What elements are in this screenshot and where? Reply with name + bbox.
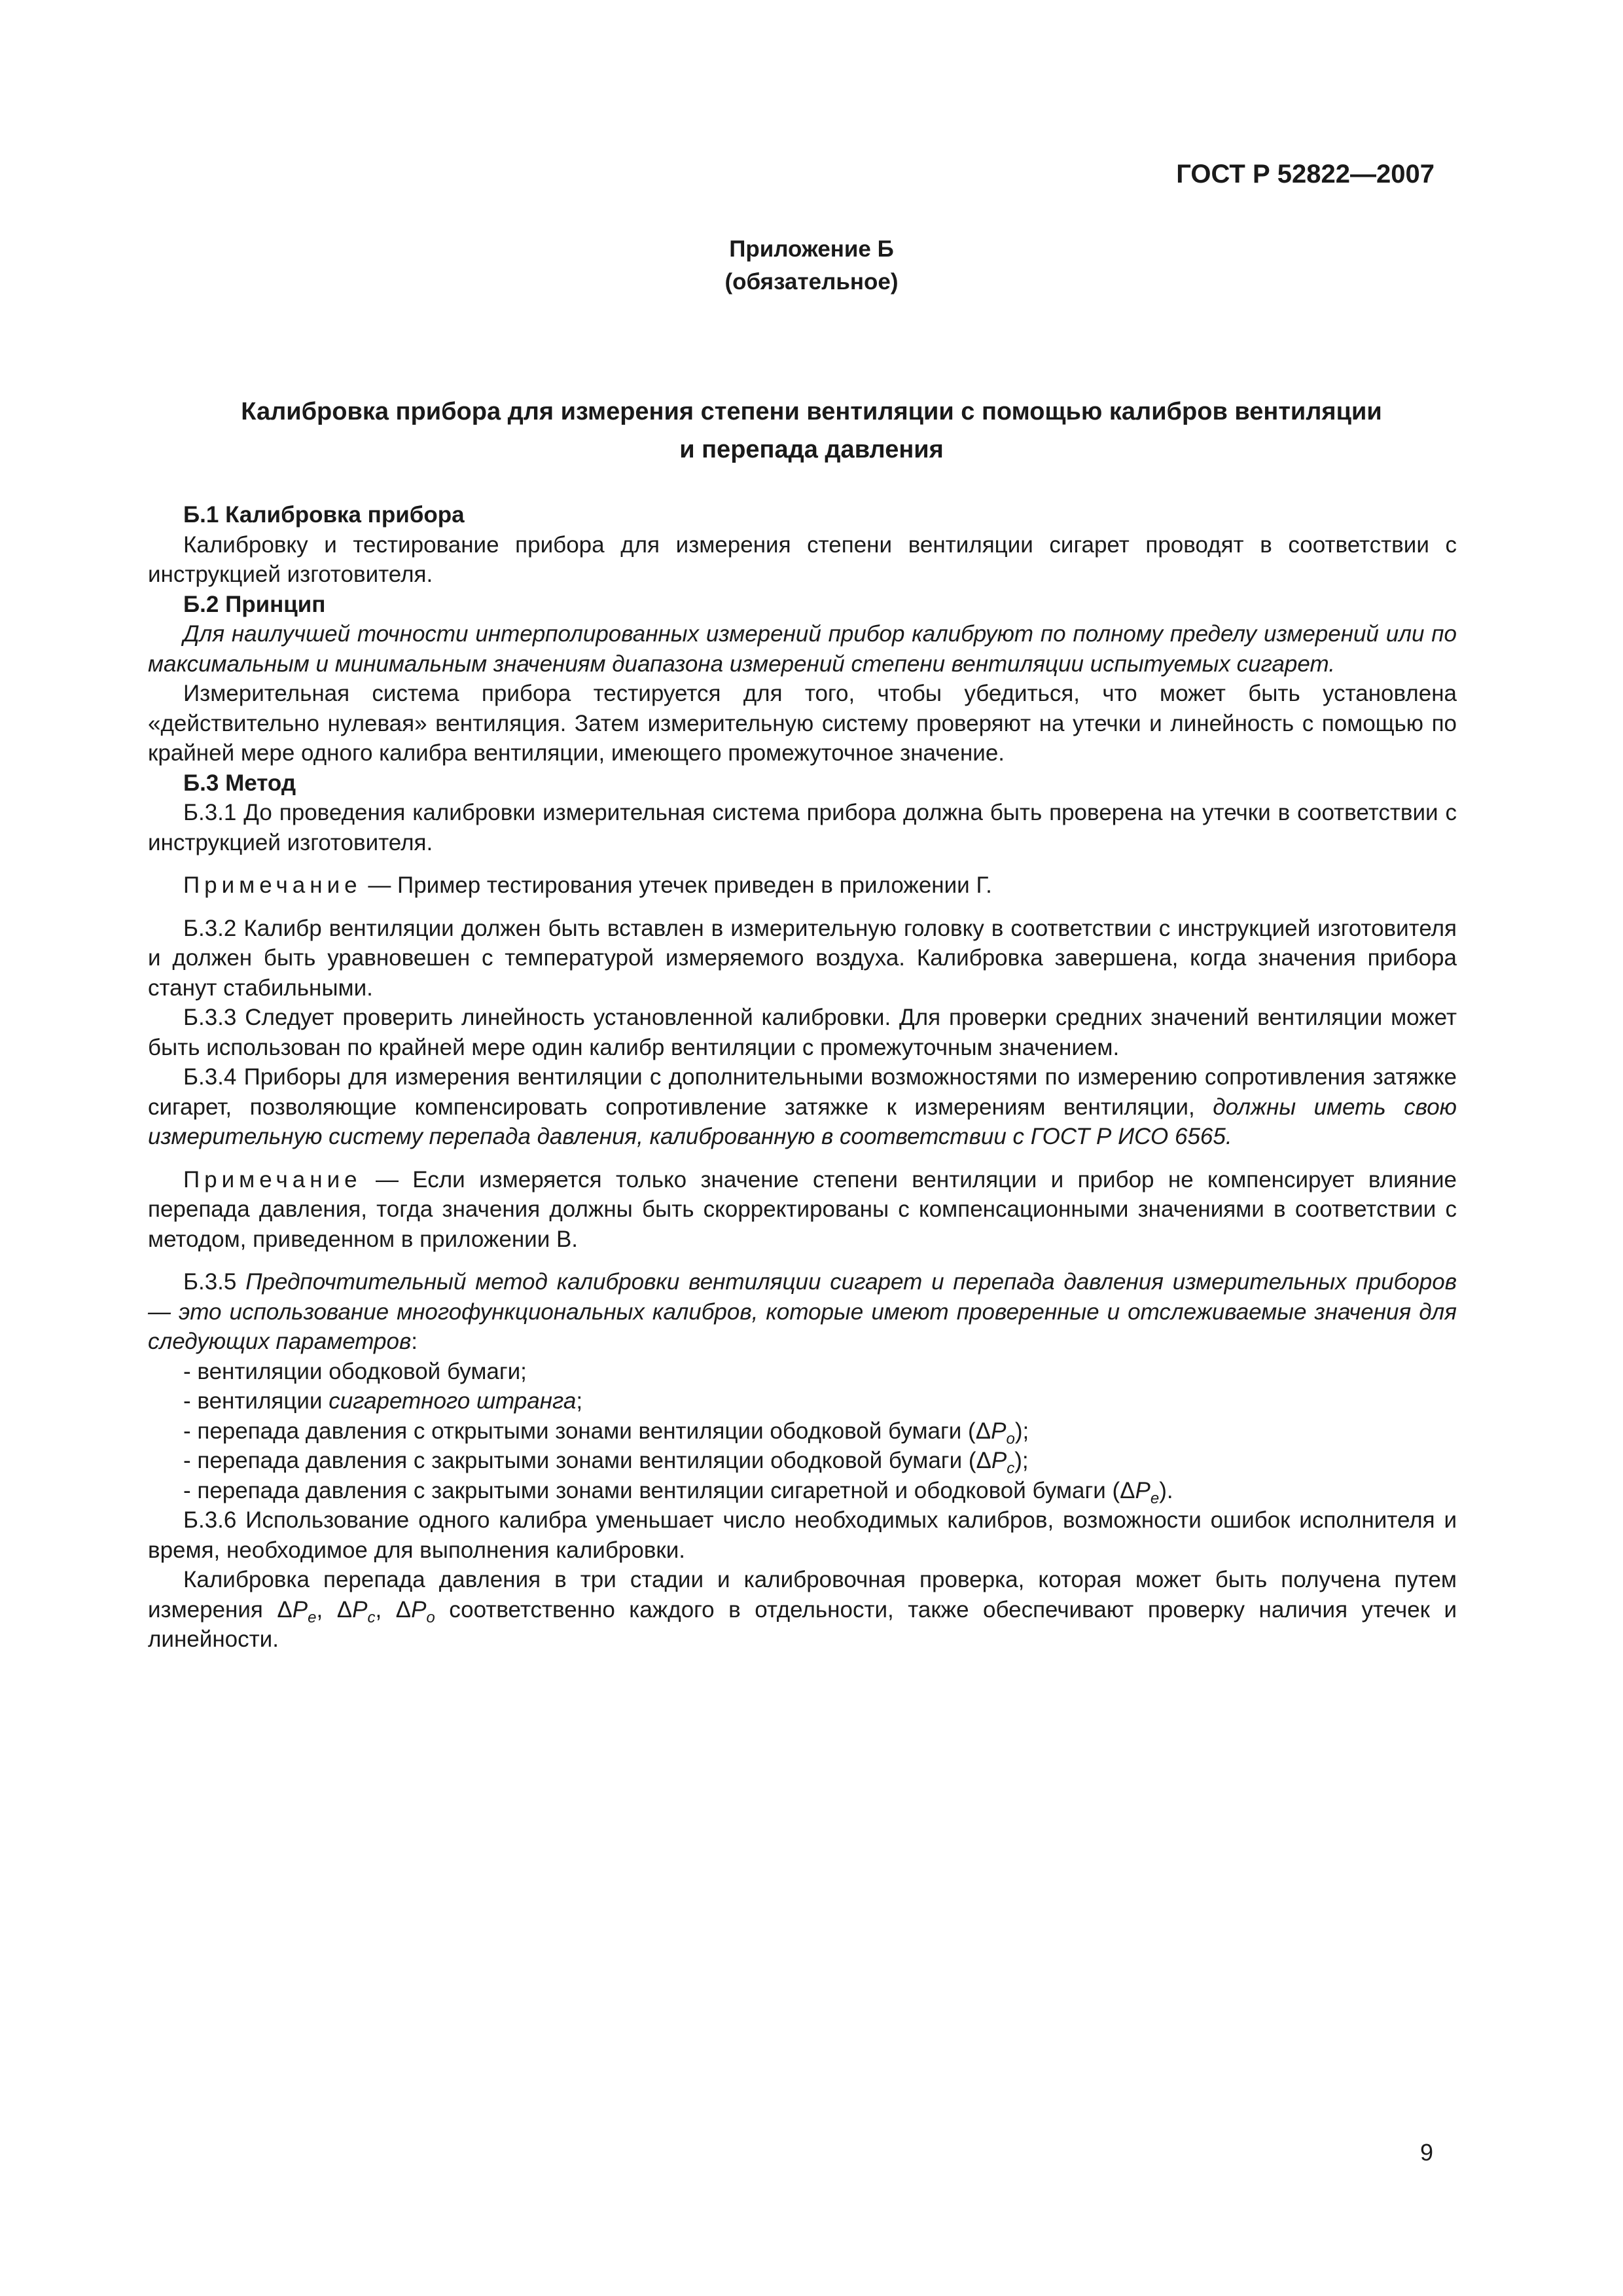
symbol-p: P (991, 1418, 1007, 1444)
clause-b3-2: Б.3.2 Калибр вентиляции должен быть вставлен в измерительную головку в соответствии с инструкцией изготовителя и должен быть уравновешен с температурой измеряемого воздуха. Калибровка завершена, когда значения прибора станут стабильными. (148, 915, 1457, 1001)
list-item-text: ); (1014, 1418, 1029, 1444)
clause-b3-5 (148, 1267, 1457, 1357)
symbol-p: P (352, 1596, 368, 1623)
text: соответственно каждого в отдельности, также обеспечивают проверку наличия утечек и линейности. (148, 1596, 1457, 1652)
document-title (0, 393, 1623, 469)
text: Калибровка перепада давления в три стадии и калибровочная проверка, которая может быть получена путем измерения Δ (148, 1567, 1457, 1623)
subscript: o (1006, 1429, 1015, 1448)
symbol-p: P (1135, 1477, 1150, 1503)
appendix-status: (обязательное) (724, 269, 899, 295)
appendix-title: Приложение Б (729, 236, 894, 262)
appendix-heading (0, 233, 1623, 298)
note-1 (148, 870, 1457, 901)
list-item (148, 1416, 1457, 1446)
list-item-text: ; (576, 1388, 583, 1414)
list-item (148, 1446, 1457, 1476)
clause-b3-3: Б.3.3 Следует проверить линейность установленной калибровки. Для проверки средних значений вентиляции может быть использован по крайней мере один калибр вентиляции с промежуточным значением. (148, 1005, 1457, 1060)
standard-number: ГОСТ Р 52822—2007 (1176, 160, 1435, 188)
section-b1-text: Калибровку и тестирование прибора для измерения степени вентиляции сигарет проводят в соответствии с инструкцией изготовителя. (148, 531, 1457, 587)
section-b2-principle-italic (148, 619, 1457, 679)
clause-b3-1: Б.3.1 До проведения калибровки измерительная система прибора должна быть проверена на утечки в соответствии с инструкцией изготовителя. (148, 800, 1457, 855)
list-item (148, 1386, 1457, 1416)
clause-end: : (411, 1329, 418, 1354)
clause-b3-5-italic: Предпочтительный метод калибровки вентиляции сигарет и перепада давления измерительных приборов — это использование многофункциональных калибров, которые имеют проверенные и отслеживаемые значения для следующих параметров (148, 1269, 1457, 1354)
list-item-text: ); (1014, 1448, 1029, 1473)
clause-number: Б.3.5 (183, 1269, 246, 1295)
symbol-p: P (292, 1596, 308, 1623)
list-item-italic: сигаретного штранга (329, 1388, 577, 1414)
list-item-text: - перепада давления с открытыми зонами вентиляции ободковой бумаги (Δ (183, 1418, 991, 1444)
list-item-text: ). (1159, 1477, 1173, 1503)
symbol-p: P (411, 1596, 427, 1623)
section-b3-heading: Б.3 Метод (183, 770, 296, 796)
note-text: — Если измеряется только значение степени вентиляции и прибор не компенсирует влияние перепада давления, тогда значения должны быть скорректированы с компенсационными значениями в соответствии с методом, приведенном в приложении В. (148, 1166, 1457, 1252)
document-body (148, 500, 1457, 1655)
subscript: o (426, 1608, 435, 1626)
clause-b3-6: Б.3.6 Использование одного калибра уменьшает число необходимых калибров, возможности ошибок исполнителя и время, необходимое для выполнения калибровки. (148, 1507, 1457, 1563)
text: , Δ (375, 1596, 412, 1623)
note-text: — Пример тестирования утечек приведен в приложении Г. (361, 872, 992, 898)
note-2 (148, 1165, 1457, 1255)
document-title-line-2: и перепада давления (679, 436, 944, 463)
clause-b3-4-plain: Б.3.4 Приборы для измерения вентиляции с дополнительными возможностями по измерению сопротивления затяжке сигарет, позволяющие компенсировать сопротивление затяжке к измерениям вентиляции, (148, 1064, 1457, 1120)
note-label: Примечание (183, 872, 362, 898)
clause-b3-4 (148, 1062, 1457, 1152)
text: , Δ (316, 1596, 353, 1623)
list-item-text: - перепада давления с закрытыми зонами вентиляции сигаретной и ободковой бумаги (Δ (183, 1477, 1135, 1503)
subscript: e (308, 1608, 317, 1626)
italic-text: Для наилучшей точности интерполированных измерений прибор калибруют по полному пределу измерений или по максимальным и минимальным значениям диапазона измерений степени вентиляции испытуемых сигарет. (148, 621, 1457, 677)
document-title-line-1: Калибровка прибора для измерения степени вентиляции с помощью калибров вентиляции (241, 398, 1382, 425)
list-item: - вентиляции ободковой бумаги; (183, 1358, 527, 1384)
note-label: Примечание (183, 1166, 362, 1193)
subscript: e (1150, 1489, 1160, 1507)
list-item-text: - перепада давления с закрытыми зонами вентиляции ободковой бумаги (Δ (183, 1448, 991, 1473)
section-b2-heading: Б.2 Принцип (183, 591, 326, 617)
list-item-text: - вентиляции (183, 1388, 329, 1414)
list-item (148, 1476, 1457, 1506)
subscript: c (367, 1608, 376, 1626)
paragraph-calibration-check (148, 1565, 1457, 1655)
clause-b3-4-italic: должны иметь свою измерительную систему перепада давления, калиброванную в соответствии с ГОСТ Р ИСО 6565. (148, 1094, 1457, 1149)
subscript: c (1007, 1460, 1015, 1477)
symbol-p: P (991, 1448, 1007, 1473)
section-b2-text: Измерительная система прибора тестируется для того, чтобы убедиться, что может быть установлена «действительно нулевая» вентиляция. Затем измерительную систему проверяют на утечки и линейность с помощью по крайней мере одного калибра вентиляции, имеющего промежуточное значение. (148, 681, 1457, 766)
section-b1-heading: Б.1 Калибровка прибора (183, 502, 465, 528)
page-number: 9 (1419, 2139, 1433, 2166)
